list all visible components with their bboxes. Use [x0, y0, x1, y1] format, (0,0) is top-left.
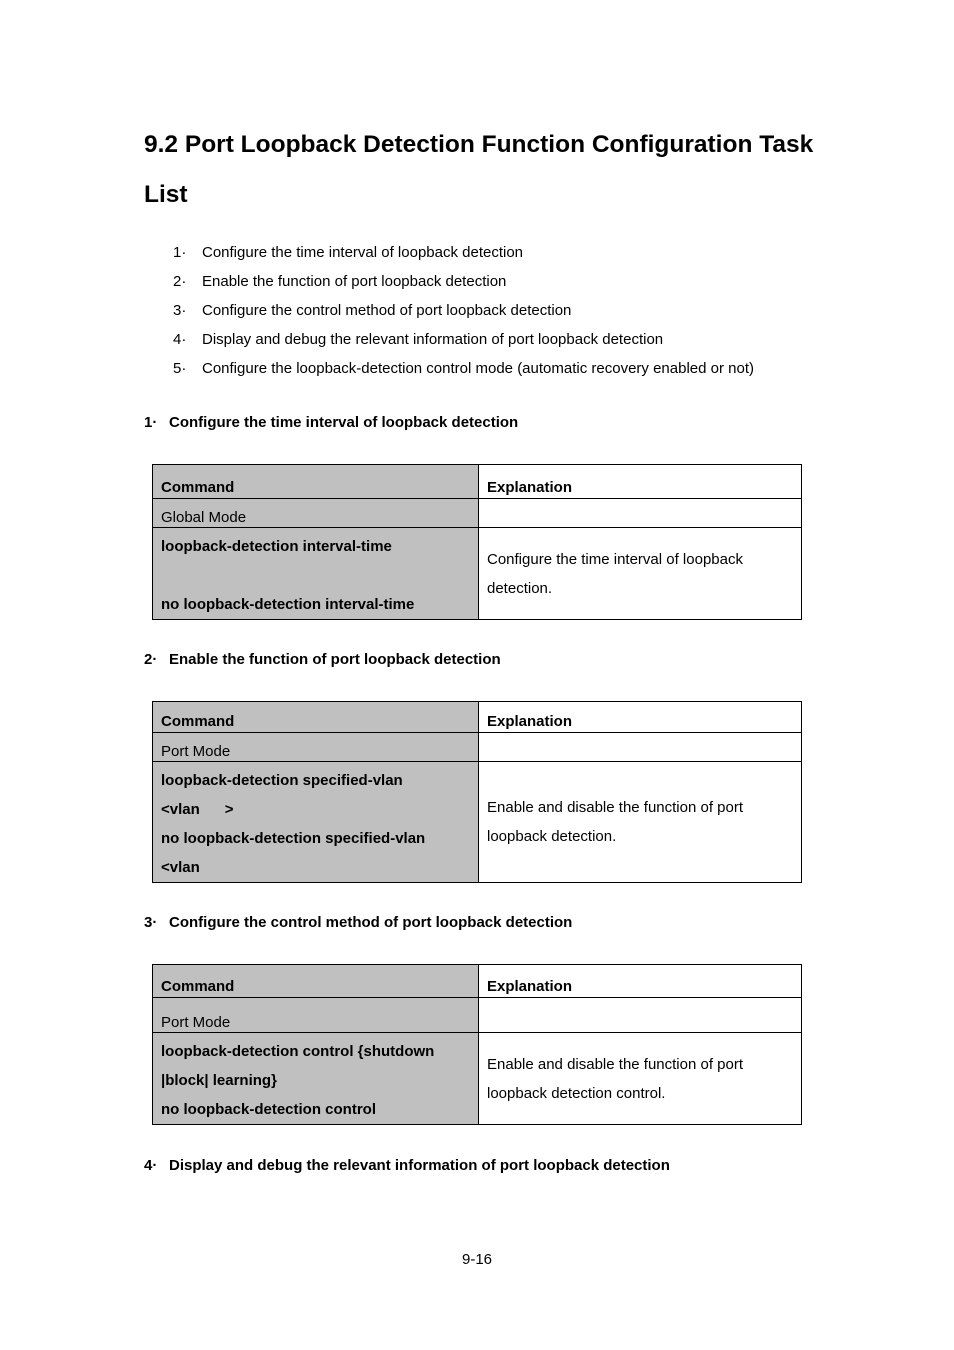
- command-table: [152, 464, 802, 620]
- task-list-item: [173, 325, 754, 354]
- task-text: Display and debug the relevant information of port loopback detection: [202, 331, 664, 348]
- mode-row: [153, 733, 802, 762]
- task-list: [173, 238, 754, 383]
- explanation-line: Enable and disable the function of port: [487, 799, 744, 816]
- subsection-number: 2·: [144, 651, 158, 668]
- explanation-column-header: Explanation: [479, 965, 802, 998]
- task-number: 5·: [173, 360, 187, 377]
- command-column-header: Command: [153, 965, 479, 998]
- command-cell: [153, 528, 479, 620]
- explanation-line: loopback detection control.: [487, 1084, 666, 1102]
- command-column-header: Command: [153, 702, 479, 733]
- subsection-title: [144, 1156, 670, 1176]
- command-line: no loopback-detection specified-vlan: [161, 830, 426, 847]
- task-number: 4·: [173, 331, 187, 348]
- command-line: no loopback-detection interval-time: [161, 596, 415, 613]
- task-text: Configure the control method of port loopback detection: [202, 302, 572, 319]
- table-header-row: [153, 702, 802, 733]
- explanation-column-header: Explanation: [479, 465, 802, 499]
- task-number: 3·: [173, 302, 187, 319]
- subsection-title: [144, 650, 501, 670]
- command-line: loopback-detection control {shutdown: [161, 1043, 435, 1060]
- command-line: no loopback-detection control: [161, 1101, 377, 1118]
- subsection-number: 1·: [144, 414, 158, 431]
- mode-explanation-cell: [479, 499, 802, 528]
- mode-cell: Global Mode: [153, 499, 479, 528]
- explanation-line: Enable and disable the function of port: [487, 1055, 744, 1073]
- mode-explanation-cell: [479, 998, 802, 1033]
- subsection-title: [144, 413, 518, 433]
- task-text: Configure the loopback-detection control mode (automatic recovery enabled or not): [202, 360, 754, 377]
- subsection-title-text: Display and debug the relevant information of port loopback detection: [169, 1157, 670, 1174]
- task-list-item: [173, 296, 754, 325]
- mode-row: [153, 499, 802, 528]
- command-line: |block| learning}: [161, 1072, 277, 1089]
- mode-row: [153, 998, 802, 1033]
- subsection-title-text: Enable the function of port loopback detection: [169, 651, 501, 668]
- section-heading: 9.2 Port Loopback Detection Function Configuration Task List: [144, 131, 814, 208]
- command-line: loopback-detection specified-vlan: [161, 772, 403, 789]
- explanation-cell: [479, 762, 802, 883]
- task-list-item: [173, 267, 754, 296]
- task-number: 2·: [173, 273, 187, 290]
- subsection-number: 4·: [144, 1157, 158, 1174]
- command-table: [152, 964, 802, 1125]
- page-number: 9-16: [461, 1251, 493, 1268]
- command-row: [153, 528, 802, 620]
- subsection-title: [144, 913, 572, 933]
- command-cell: [153, 762, 479, 883]
- subsection-number: 3·: [144, 914, 158, 931]
- mode-explanation-cell: [479, 733, 802, 762]
- command-row: [153, 1033, 802, 1125]
- table-header-row: [153, 965, 802, 998]
- command-line: <vlan >: [161, 801, 234, 818]
- command-line: <vlan: [161, 859, 200, 876]
- mode-cell: Port Mode: [153, 998, 479, 1033]
- table-header-row: [153, 465, 802, 499]
- explanation-cell: [479, 528, 802, 620]
- explanation-cell: [479, 1033, 802, 1125]
- command-line: loopback-detection interval-time: [161, 538, 392, 555]
- task-text: Configure the time interval of loopback detection: [202, 244, 524, 261]
- command-row: [153, 762, 802, 883]
- task-number: 1·: [173, 244, 187, 261]
- command-table: [152, 701, 802, 883]
- explanation-column-header: Explanation: [479, 702, 802, 733]
- task-list-item: [173, 354, 754, 383]
- task-list-item: [173, 238, 754, 267]
- command-cell: [153, 1033, 479, 1125]
- mode-cell: Port Mode: [153, 733, 479, 762]
- task-text: Enable the function of port loopback detection: [202, 273, 507, 290]
- explanation-line: Configure the time interval of loopback: [487, 550, 743, 568]
- explanation-line: detection.: [487, 579, 553, 597]
- explanation-line: loopback detection.: [487, 828, 617, 845]
- command-column-header: Command: [153, 465, 479, 499]
- subsection-title-text: Configure the time interval of loopback detection: [169, 414, 519, 431]
- subsection-title-text: Configure the control method of port loopback detection: [169, 914, 573, 931]
